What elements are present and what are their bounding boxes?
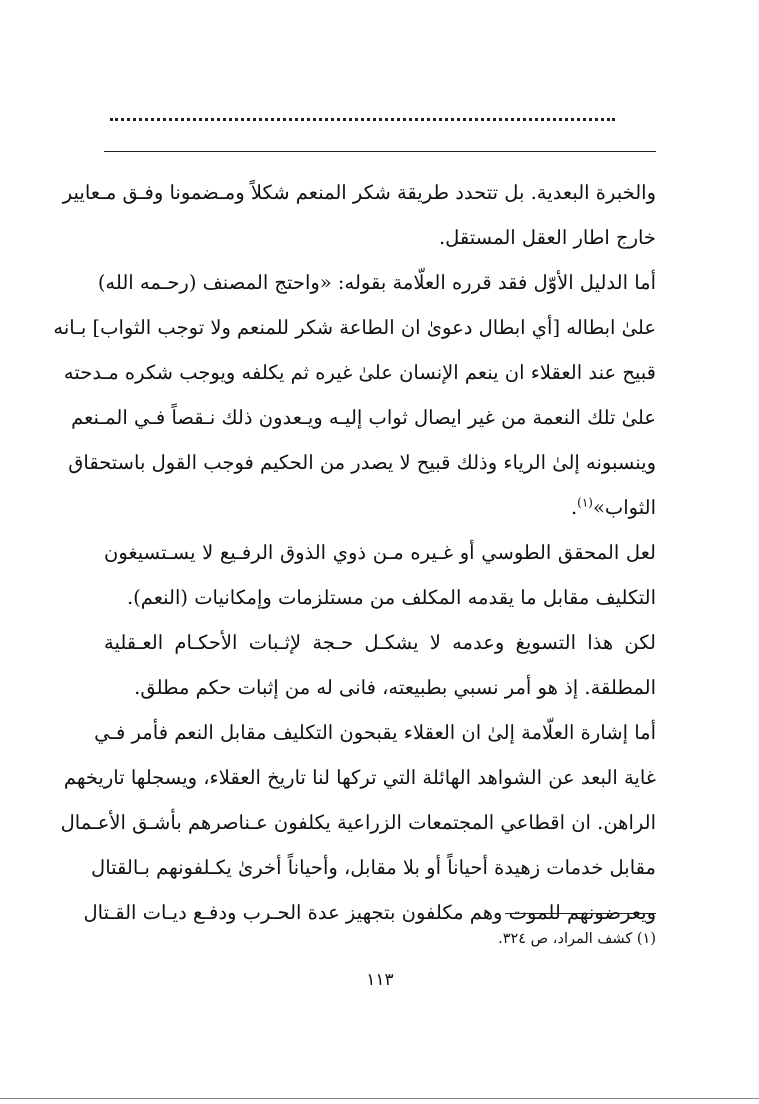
- text-line: وينسبونه إلىٰ الرياء وذلك قبيح لا يصدر من الحكيم فوجب القول باستحقاق: [68, 451, 656, 474]
- text-line: المطلقة. إذ هو أمر نسبي بطبيعته، فانى له من إثبات حكم مطلق.: [134, 676, 656, 699]
- body-text: [53, 170, 656, 935]
- text-line: أما الدليل الأوّل فقد قرره العلّامة بقوله: «واحتج المصنف (رحـمه الله): [97, 271, 656, 294]
- header-rule: [104, 151, 656, 152]
- text-line: خارج اطار العقل المستقل.: [438, 226, 656, 249]
- footnote: (١) كشف المراد، ص ٣٢٤.: [498, 931, 656, 947]
- header-ornament: [110, 108, 615, 121]
- text-line: مقابل خدمات زهيدة أحياناً أو بلا مقابل، وأحياناً أخرىٰ يكـلفونهم بـالقتال: [91, 856, 656, 879]
- text-line: غاية البعد عن الشواهد الهائلة التي تركها لنا تاريخ العقلاء، ويسجلها تاريخهم: [63, 766, 656, 789]
- footnote-rule: [505, 913, 656, 914]
- text-line: أما إشارة العلّامة إلىٰ ان العقلاء يقبحون التكليف مقابل النعم فأمر فـي: [94, 721, 656, 744]
- text-line: قبيح عند العقلاء ان ينعم الإنسان علىٰ غيره ثم يكلفه ويوجب شكره مـدحته: [63, 361, 656, 384]
- text-line: التكليف مقابل ما يقدمه المكلف من مستلزمات وإمكانيات (النعم).: [126, 586, 656, 609]
- text-line: [104, 485, 656, 530]
- page-number: ١١٣: [366, 970, 394, 990]
- text-line: علىٰ تلك النعمة من غير ايصال ثواب إليـه ويـعدون ذلك نـقصاً فـي المـنعم: [71, 406, 656, 429]
- trailing-period: .: [570, 496, 578, 519]
- bottom-edge-rule: [0, 1098, 759, 1099]
- text-line: الراهن. ان اقطاعي المجتمعات الزراعية يكلفون عـناصرهم بأشـق الأعـمال: [60, 811, 656, 834]
- text-line: لعل المحقق الطوسي أو غـيره مـن ذوي الذوق الرفـيع لا يسـتسيغون: [104, 541, 656, 564]
- text-line: ويعرضونهم للموت وهم مكلفون بتجهيز عدة الحـرب ودفـع ديـات القـتال: [83, 901, 656, 924]
- footnote-marker: (١): [577, 495, 593, 510]
- text-line: لكن هذا التسويغ وعدمه لا يشكـل حـجة لإثـبات الأحكـام العـقلية: [104, 631, 656, 654]
- text-line: علىٰ ابطاله [أي ابطال دعوىٰ ان الطاعة شكر للمنعم ولا توجب الثواب] بـانه: [53, 316, 656, 339]
- text-line: والخبرة البعدية. بل تتحدد طريقة شكر المنعم شكلاً ومـضمونا وفـق مـعايير: [62, 181, 656, 204]
- quote-end-text: الثواب»: [592, 496, 656, 519]
